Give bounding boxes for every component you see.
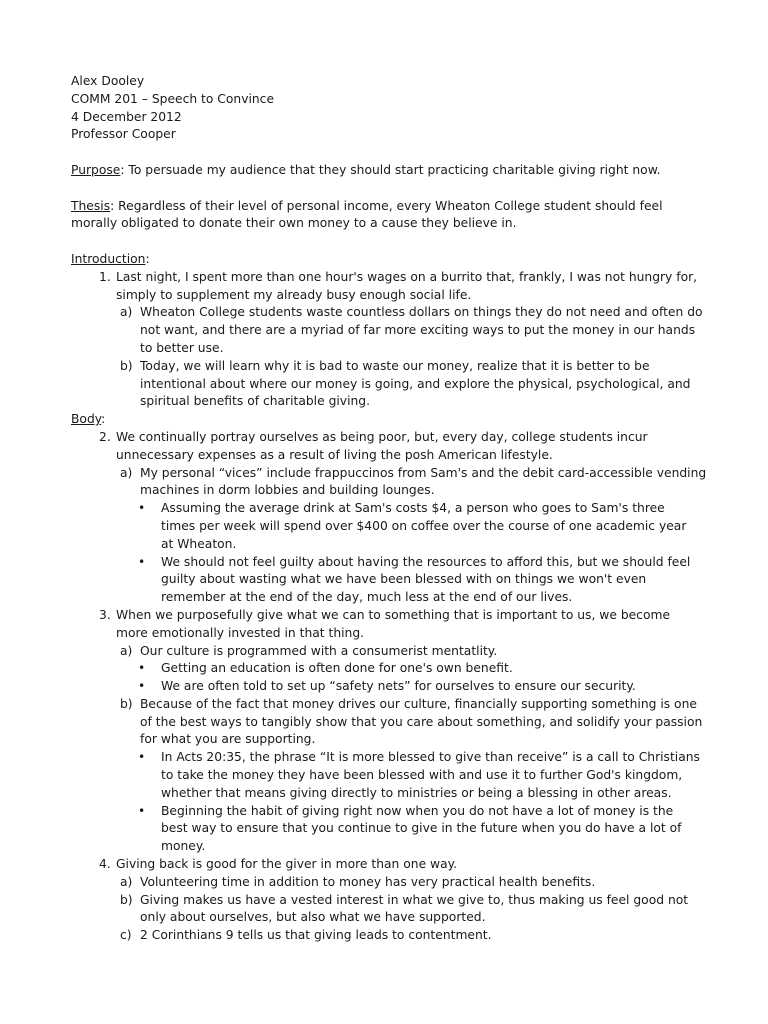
outline-item-level-1	[71, 607, 711, 643]
outline-text-line: In Acts 20:35, the phrase “It is more blessed to give than receive” is a call to Christians	[161, 750, 700, 765]
bullet-icon: •	[138, 803, 146, 818]
outline-marker: 4.	[99, 857, 111, 872]
outline-text-line: Our culture is programmed with a consumerist mentatlity.	[140, 643, 498, 658]
outline-text-line: intentional about where our money is going, and explore the physical, psychological, and	[140, 376, 691, 391]
author-name: Alex Dooley	[71, 74, 145, 88]
outline-text-line: Getting an education is often done for one's own benefit.	[161, 661, 513, 676]
thesis-text-line: : Regardless of their level of personal income, every Wheaton College student should feel	[110, 198, 663, 213]
outline-text-line: to better use.	[140, 340, 224, 355]
bullet-icon: •	[138, 661, 146, 676]
purpose-text: : To persuade my audience that they should start practicing charitable giving right now.	[120, 162, 661, 177]
outline-text-line: 2 Corinthians 9 tells us that giving leads to contentment.	[140, 928, 492, 943]
outline-text-line: to take the money they have been blessed with and use it to further God's kingdom,	[161, 768, 683, 783]
outline-item-level-1	[71, 429, 711, 465]
outline-item-level-2	[71, 304, 711, 357]
outline-text-line: machines in dorm lobbies and building lounges.	[140, 483, 435, 498]
outline-item-level-1	[71, 269, 711, 305]
outline-text-line: whether that means giving directly to ministries or being a blessing in other areas.	[161, 785, 672, 800]
outline-item-level-2	[71, 874, 711, 892]
outline-text-line: Giving makes us have a vested interest in what we give to, thus making us feel good not	[140, 892, 689, 907]
thesis-label: Thesis	[71, 198, 111, 213]
purpose-statement	[71, 162, 711, 180]
document-date: 4 December 2012	[71, 109, 182, 124]
professor-name: Professor Cooper	[71, 127, 176, 142]
outline-text-line: of the best ways to tangibly show that you care about something, and solidify your passion	[140, 714, 703, 729]
outline-item-level-2	[71, 927, 711, 945]
outline-marker: a)	[120, 465, 133, 480]
outline-item-level-3	[71, 554, 711, 607]
outline-text-line: at Wheaton.	[161, 536, 237, 551]
outline-marker: a)	[120, 874, 133, 889]
outline-marker: a)	[120, 643, 133, 658]
outline-marker: b)	[120, 358, 133, 373]
outline-text-line: When we purposefully give what we can to something that is important to us, we become	[116, 607, 671, 622]
bullet-icon: •	[138, 501, 146, 516]
body-heading	[71, 411, 711, 429]
outline-item-level-2	[71, 643, 711, 661]
spacer	[71, 144, 711, 162]
outline-text-line: Wheaton College students waste countless dollars on things they do not need and often do	[140, 305, 703, 320]
outline-text-line: My personal “vices” include frappuccinos from Sam's and the debit card-accessible vending	[140, 465, 707, 480]
spacer	[71, 180, 711, 198]
outline-item-level-2	[71, 892, 711, 928]
outline-text-line: Last night, I spent more than one hour's wages on a burrito that, frankly, I was not hungry for,	[116, 269, 698, 284]
course-title: COMM 201 – Speech to Convince	[71, 91, 275, 106]
outline-item-level-3	[71, 500, 711, 553]
outline-text-line: guilty about wasting what we have been blessed with on things we won't even	[161, 572, 647, 587]
outline-item-level-2	[71, 465, 711, 501]
outline-text-line: only about ourselves, but also what we have supported.	[140, 910, 486, 925]
outline-item-level-1	[71, 856, 711, 874]
body-colon: :	[101, 412, 106, 427]
outline-item-level-2	[71, 696, 711, 749]
outline-text-line: times per week will spend over $400 on coffee over the course of one academic year	[161, 518, 687, 533]
outline-marker: a)	[120, 305, 133, 320]
outline-text-line: We should not feel guilty about having the resources to afford this, but we should feel	[161, 554, 691, 569]
outline-text-line: We continually portray ourselves as being poor, but, every day, college students incur	[116, 429, 648, 444]
bullet-icon: •	[138, 750, 146, 765]
introduction-colon: :	[145, 251, 150, 266]
outline-marker: c)	[120, 928, 132, 943]
outline-text-line: for what you are supporting.	[140, 732, 316, 747]
outline-marker: 3.	[99, 607, 111, 622]
outline-item-level-3	[71, 803, 711, 856]
outline-text-line: unnecessary expenses as a result of living the posh American lifestyle.	[116, 447, 553, 462]
outline-text-line: Giving back is good for the giver in more than one way.	[116, 857, 458, 872]
outline-marker: b)	[120, 892, 133, 907]
outline-item-level-3	[71, 678, 711, 696]
outline-text-line: Today, we will learn why it is bad to waste our money, realize that it is better to be	[140, 358, 650, 373]
bullet-icon: •	[138, 679, 146, 694]
outline-text-line: not want, and there are a myriad of far more exciting ways to put the money in our hands	[140, 323, 696, 338]
outline-text-line: simply to supplement my already busy enough social life.	[116, 287, 472, 302]
outline-text-line: best way to ensure that you continue to give in the future when you do have a lot of	[161, 821, 682, 836]
outline-text-line: remember at the end of the day, much less at the end of our lives.	[161, 590, 573, 605]
spacer	[71, 233, 711, 251]
outline-text-line: money.	[161, 839, 206, 854]
outline-item-level-3	[71, 660, 711, 678]
outline-marker: 2.	[99, 429, 111, 444]
document-page	[71, 73, 711, 945]
outline-text-line: We are often told to set up “safety nets” for ourselves to ensure our security.	[161, 679, 636, 694]
outline-text-line: more emotionally invested in that thing.	[116, 625, 365, 640]
outline-text-line: Beginning the habit of giving right now when you do not have a lot of money is the	[161, 803, 674, 818]
outline-marker: 1.	[99, 269, 111, 284]
outline-marker: b)	[120, 696, 133, 711]
introduction-label: Introduction	[71, 251, 146, 266]
purpose-label: Purpose	[71, 162, 121, 177]
thesis-statement	[71, 198, 711, 216]
body-label: Body	[71, 412, 102, 427]
bullet-icon: •	[138, 554, 146, 569]
outline-text-line: Volunteering time in addition to money has very practical health benefits.	[140, 874, 596, 889]
introduction-heading	[71, 251, 711, 269]
outline-text-line: Because of the fact that money drives our culture, financially supporting something is one	[140, 696, 697, 711]
outline-text-line: Assuming the average drink at Sam's costs $4, a person who goes to Sam's three	[161, 501, 665, 516]
outline-item-level-2	[71, 358, 711, 411]
thesis-text-line: morally obligated to donate their own money to a cause they believe in.	[71, 216, 517, 231]
outline-text-line: spiritual benefits of charitable giving.	[140, 394, 370, 409]
speech-outline	[71, 269, 711, 945]
outline-item-level-3	[71, 749, 711, 802]
